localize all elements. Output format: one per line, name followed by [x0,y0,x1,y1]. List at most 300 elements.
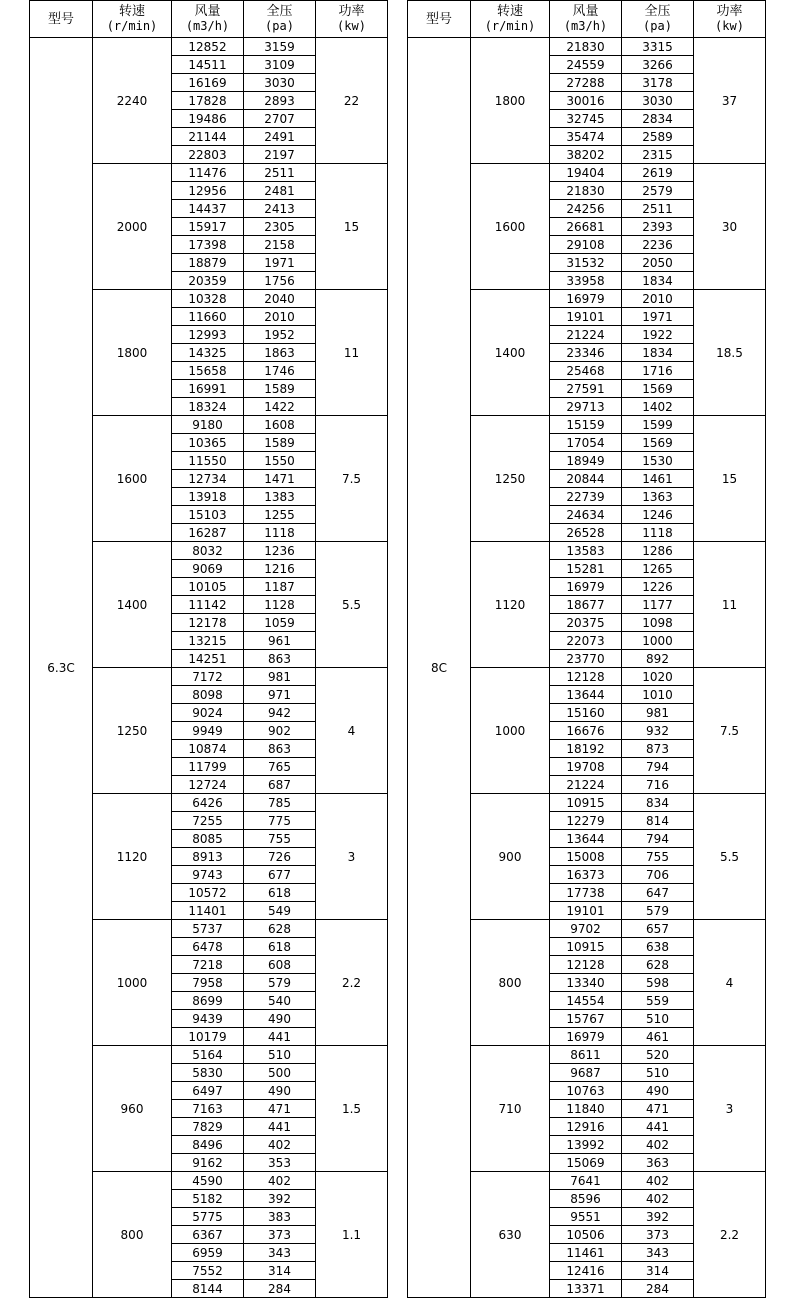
airflow-cell: 12956 [172,182,244,200]
airflow-cell: 13644 [550,686,622,704]
airflow-cell: 23770 [550,650,622,668]
pressure-cell: 971 [244,686,316,704]
airflow-cell: 14251 [172,650,244,668]
pressure-cell: 2305 [244,218,316,236]
power-cell: 2.2 [694,1172,766,1298]
airflow-cell: 11840 [550,1100,622,1118]
airflow-cell: 11476 [172,164,244,182]
airflow-cell: 16979 [550,290,622,308]
airflow-cell: 14554 [550,992,622,1010]
pressure-cell: 2579 [622,182,694,200]
airflow-cell: 17054 [550,434,622,452]
airflow-cell: 9702 [550,920,622,938]
pressure-cell: 1383 [244,488,316,506]
airflow-cell: 9069 [172,560,244,578]
pressure-cell: 1020 [622,668,694,686]
airflow-cell: 14511 [172,56,244,74]
pressure-cell: 1216 [244,560,316,578]
pressure-cell: 942 [244,704,316,722]
pressure-cell: 383 [244,1208,316,1226]
airflow-cell: 8596 [550,1190,622,1208]
speed-cell: 1000 [471,668,550,794]
airflow-cell: 9024 [172,704,244,722]
airflow-cell: 12128 [550,668,622,686]
pressure-cell: 549 [244,902,316,920]
airflow-cell: 14325 [172,344,244,362]
airflow-cell: 9162 [172,1154,244,1172]
pressure-cell: 2010 [244,308,316,326]
airflow-cell: 11550 [172,452,244,470]
airflow-cell: 10763 [550,1082,622,1100]
airflow-cell: 13371 [550,1280,622,1298]
power-cell: 22 [316,38,388,164]
speed-cell: 1600 [93,416,172,542]
airflow-cell: 13583 [550,542,622,560]
airflow-cell: 11461 [550,1244,622,1262]
pressure-cell: 755 [622,848,694,866]
speed-cell: 1250 [93,668,172,794]
airflow-cell: 32745 [550,110,622,128]
model-cell: 6.3C [30,38,93,1298]
pressure-cell: 1246 [622,506,694,524]
pressure-cell: 1363 [622,488,694,506]
pressure-cell: 1550 [244,452,316,470]
pressure-cell: 2707 [244,110,316,128]
airflow-cell: 15658 [172,362,244,380]
airflow-cell: 9687 [550,1064,622,1082]
airflow-cell: 15159 [550,416,622,434]
table-body [30,38,388,1298]
airflow-cell: 16979 [550,1028,622,1046]
pressure-cell: 2236 [622,236,694,254]
pressure-cell: 1971 [244,254,316,272]
pressure-cell: 1461 [622,470,694,488]
airflow-cell: 33958 [550,272,622,290]
pressure-cell: 1402 [622,398,694,416]
speed-cell: 1400 [93,542,172,668]
pressure-cell: 3178 [622,74,694,92]
airflow-cell: 7958 [172,974,244,992]
table-body [408,38,766,1298]
airflow-cell: 16991 [172,380,244,398]
pressure-cell: 343 [622,1244,694,1262]
pressure-cell: 834 [622,794,694,812]
airflow-cell: 10572 [172,884,244,902]
pressure-cell: 2040 [244,290,316,308]
airflow-cell: 8611 [550,1046,622,1064]
speed-cell: 2000 [93,164,172,290]
airflow-cell: 21224 [550,776,622,794]
header-airflow: 风量 (m3/h) [172,1,244,38]
pressure-cell: 471 [244,1100,316,1118]
airflow-cell: 14437 [172,200,244,218]
speed-cell: 1400 [471,290,550,416]
airflow-cell: 16979 [550,578,622,596]
airflow-cell: 16169 [172,74,244,92]
pressure-cell: 402 [244,1172,316,1190]
pressure-cell: 2589 [622,128,694,146]
airflow-cell: 4590 [172,1172,244,1190]
pressure-cell: 579 [244,974,316,992]
airflow-cell: 15917 [172,218,244,236]
pressure-cell: 2050 [622,254,694,272]
pressure-cell: 1756 [244,272,316,290]
pressure-cell: 1471 [244,470,316,488]
pressure-cell: 2481 [244,182,316,200]
pressure-cell: 2010 [622,290,694,308]
spec-table-6-3c [29,0,388,1298]
airflow-cell: 38202 [550,146,622,164]
airflow-cell: 18192 [550,740,622,758]
pressure-cell: 2491 [244,128,316,146]
pressure-cell: 490 [622,1082,694,1100]
header-speed: 转速 (r/min) [93,1,172,38]
airflow-cell: 20844 [550,470,622,488]
table-row [30,38,388,56]
airflow-cell: 8699 [172,992,244,1010]
airflow-cell: 5737 [172,920,244,938]
airflow-cell: 17398 [172,236,244,254]
header-pressure: 全压 (pa) [622,1,694,38]
pressure-cell: 863 [244,740,316,758]
power-cell: 11 [316,290,388,416]
power-cell: 3 [316,794,388,920]
pressure-cell: 1746 [244,362,316,380]
pressure-cell: 500 [244,1064,316,1082]
power-cell: 18.5 [694,290,766,416]
airflow-cell: 13644 [550,830,622,848]
airflow-cell: 19486 [172,110,244,128]
airflow-cell: 18677 [550,596,622,614]
airflow-cell: 12852 [172,38,244,56]
airflow-cell: 7552 [172,1262,244,1280]
airflow-cell: 19101 [550,902,622,920]
airflow-cell: 7163 [172,1100,244,1118]
airflow-cell: 8913 [172,848,244,866]
pressure-cell: 471 [622,1100,694,1118]
airflow-cell: 13215 [172,632,244,650]
pressure-cell: 2158 [244,236,316,254]
pressure-cell: 1286 [622,542,694,560]
airflow-cell: 20375 [550,614,622,632]
power-cell: 3 [694,1046,766,1172]
pressure-cell: 1834 [622,344,694,362]
airflow-cell: 27591 [550,380,622,398]
speed-cell: 800 [93,1172,172,1298]
pressure-cell: 1716 [622,362,694,380]
pressure-cell: 1589 [244,380,316,398]
airflow-cell: 22803 [172,146,244,164]
pressure-cell: 716 [622,776,694,794]
pressure-cell: 343 [244,1244,316,1262]
pressure-cell: 2834 [622,110,694,128]
airflow-cell: 8144 [172,1280,244,1298]
pressure-cell: 2511 [244,164,316,182]
airflow-cell: 9743 [172,866,244,884]
pressure-cell: 608 [244,956,316,974]
airflow-cell: 19404 [550,164,622,182]
pressure-cell: 726 [244,848,316,866]
pressure-cell: 3030 [244,74,316,92]
airflow-cell: 18879 [172,254,244,272]
airflow-cell: 10915 [550,938,622,956]
pressure-cell: 402 [622,1190,694,1208]
header-pressure: 全压 (pa) [244,1,316,38]
pressure-cell: 1059 [244,614,316,632]
power-cell: 15 [316,164,388,290]
airflow-cell: 6426 [172,794,244,812]
airflow-cell: 21224 [550,326,622,344]
airflow-cell: 7641 [550,1172,622,1190]
airflow-cell: 5182 [172,1190,244,1208]
pressure-cell: 618 [244,884,316,902]
pressure-cell: 2511 [622,200,694,218]
pressure-cell: 2893 [244,92,316,110]
header-power: 功率 (kw) [694,1,766,38]
pressure-cell: 284 [622,1280,694,1298]
pressure-cell: 579 [622,902,694,920]
airflow-cell: 10874 [172,740,244,758]
airflow-cell: 8098 [172,686,244,704]
airflow-cell: 9180 [172,416,244,434]
pressure-cell: 794 [622,758,694,776]
header-model: 型号 [408,1,471,38]
airflow-cell: 11660 [172,308,244,326]
pressure-cell: 785 [244,794,316,812]
pressure-cell: 1834 [622,272,694,290]
power-cell: 7.5 [316,416,388,542]
airflow-cell: 22073 [550,632,622,650]
pressure-cell: 1236 [244,542,316,560]
pressure-cell: 314 [622,1262,694,1280]
pressure-cell: 765 [244,758,316,776]
pressure-cell: 647 [622,884,694,902]
airflow-cell: 9439 [172,1010,244,1028]
airflow-cell: 12178 [172,614,244,632]
pressure-cell: 402 [622,1172,694,1190]
pressure-cell: 1177 [622,596,694,614]
pressure-cell: 1128 [244,596,316,614]
airflow-cell: 30016 [550,92,622,110]
airflow-cell: 8496 [172,1136,244,1154]
pressure-cell: 559 [622,992,694,1010]
airflow-cell: 23346 [550,344,622,362]
airflow-cell: 17738 [550,884,622,902]
pressure-cell: 3315 [622,38,694,56]
speed-cell: 710 [471,1046,550,1172]
airflow-cell: 15767 [550,1010,622,1028]
pressure-cell: 510 [622,1064,694,1082]
pressure-cell: 1589 [244,434,316,452]
airflow-cell: 10506 [550,1226,622,1244]
airflow-cell: 18324 [172,398,244,416]
airflow-cell: 19708 [550,758,622,776]
pressure-cell: 892 [622,650,694,668]
airflow-cell: 12916 [550,1118,622,1136]
airflow-cell: 15069 [550,1154,622,1172]
airflow-cell: 16373 [550,866,622,884]
pressure-cell: 1187 [244,578,316,596]
table-header [30,1,388,38]
pressure-cell: 628 [244,920,316,938]
pressure-cell: 490 [244,1082,316,1100]
airflow-cell: 8085 [172,830,244,848]
pressure-cell: 1098 [622,614,694,632]
pressure-cell: 353 [244,1154,316,1172]
pressure-cell: 657 [622,920,694,938]
airflow-cell: 6367 [172,1226,244,1244]
speed-cell: 960 [93,1046,172,1172]
pressure-cell: 981 [244,668,316,686]
airflow-cell: 12993 [172,326,244,344]
airflow-cell: 35474 [550,128,622,146]
pressure-cell: 2393 [622,218,694,236]
airflow-cell: 12724 [172,776,244,794]
pressure-cell: 1000 [622,632,694,650]
pressure-cell: 441 [244,1118,316,1136]
pressure-cell: 1265 [622,560,694,578]
airflow-cell: 10915 [550,794,622,812]
airflow-cell: 24559 [550,56,622,74]
power-cell: 5.5 [316,542,388,668]
power-cell: 4 [316,668,388,794]
airflow-cell: 12279 [550,812,622,830]
airflow-cell: 17828 [172,92,244,110]
pressure-cell: 1952 [244,326,316,344]
airflow-cell: 27288 [550,74,622,92]
pressure-cell: 1530 [622,452,694,470]
power-cell: 37 [694,38,766,164]
airflow-cell: 15008 [550,848,622,866]
pressure-cell: 1226 [622,578,694,596]
airflow-cell: 11799 [172,758,244,776]
airflow-cell: 25468 [550,362,622,380]
pressure-cell: 2413 [244,200,316,218]
pressure-cell: 1971 [622,308,694,326]
pressure-cell: 1569 [622,380,694,398]
pressure-cell: 3266 [622,56,694,74]
pressure-cell: 314 [244,1262,316,1280]
airflow-cell: 10105 [172,578,244,596]
airflow-cell: 5775 [172,1208,244,1226]
power-cell: 15 [694,416,766,542]
pressure-cell: 520 [622,1046,694,1064]
airflow-cell: 15103 [172,506,244,524]
pressure-cell: 755 [244,830,316,848]
power-cell: 30 [694,164,766,290]
pressure-cell: 284 [244,1280,316,1298]
airflow-cell: 11401 [172,902,244,920]
pressure-cell: 961 [244,632,316,650]
header-airflow: 风量 (m3/h) [550,1,622,38]
airflow-cell: 29713 [550,398,622,416]
speed-cell: 900 [471,794,550,920]
airflow-cell: 16287 [172,524,244,542]
model-cell: 8C [408,38,471,1298]
speed-cell: 1120 [471,542,550,668]
speed-cell: 1800 [93,290,172,416]
pressure-cell: 1599 [622,416,694,434]
pressure-cell: 441 [622,1118,694,1136]
airflow-cell: 26528 [550,524,622,542]
pressure-cell: 902 [244,722,316,740]
pressure-cell: 677 [244,866,316,884]
speed-cell: 1000 [93,920,172,1046]
pressure-cell: 628 [622,956,694,974]
pressure-cell: 1608 [244,416,316,434]
airflow-cell: 9949 [172,722,244,740]
airflow-cell: 11142 [172,596,244,614]
airflow-cell: 24256 [550,200,622,218]
pressure-cell: 981 [622,704,694,722]
pressure-cell: 373 [244,1226,316,1244]
pressure-cell: 794 [622,830,694,848]
airflow-cell: 13992 [550,1136,622,1154]
airflow-cell: 10328 [172,290,244,308]
pressure-cell: 1118 [622,524,694,542]
airflow-cell: 6959 [172,1244,244,1262]
airflow-cell: 16676 [550,722,622,740]
airflow-cell: 6497 [172,1082,244,1100]
power-cell: 5.5 [694,794,766,920]
table-header [408,1,766,38]
speed-cell: 1250 [471,416,550,542]
pressure-cell: 1255 [244,506,316,524]
pressure-cell: 441 [244,1028,316,1046]
airflow-cell: 31532 [550,254,622,272]
airflow-cell: 21830 [550,182,622,200]
airflow-cell: 13340 [550,974,622,992]
airflow-cell: 21830 [550,38,622,56]
pressure-cell: 873 [622,740,694,758]
pressure-cell: 1118 [244,524,316,542]
pressure-cell: 510 [622,1010,694,1028]
airflow-cell: 22739 [550,488,622,506]
airflow-cell: 7218 [172,956,244,974]
pressure-cell: 461 [622,1028,694,1046]
pressure-cell: 1422 [244,398,316,416]
pressure-cell: 2197 [244,146,316,164]
pressure-cell: 1010 [622,686,694,704]
pressure-cell: 3109 [244,56,316,74]
pressure-cell: 638 [622,938,694,956]
power-cell: 11 [694,542,766,668]
pressure-cell: 402 [622,1136,694,1154]
airflow-cell: 9551 [550,1208,622,1226]
airflow-cell: 24634 [550,506,622,524]
pressure-cell: 490 [244,1010,316,1028]
airflow-cell: 10179 [172,1028,244,1046]
airflow-cell: 26681 [550,218,622,236]
pressure-cell: 2619 [622,164,694,182]
pressure-cell: 618 [244,938,316,956]
pressure-cell: 3030 [622,92,694,110]
pressure-cell: 598 [622,974,694,992]
airflow-cell: 13918 [172,488,244,506]
pressure-cell: 814 [622,812,694,830]
pressure-cell: 392 [244,1190,316,1208]
pressure-cell: 863 [244,650,316,668]
power-cell: 4 [694,920,766,1046]
pressure-cell: 1922 [622,326,694,344]
spec-table-8c [407,0,766,1298]
power-cell: 1.5 [316,1046,388,1172]
airflow-cell: 18949 [550,452,622,470]
speed-cell: 1800 [471,38,550,164]
airflow-cell: 10365 [172,434,244,452]
power-cell: 7.5 [694,668,766,794]
airflow-cell: 12416 [550,1262,622,1280]
